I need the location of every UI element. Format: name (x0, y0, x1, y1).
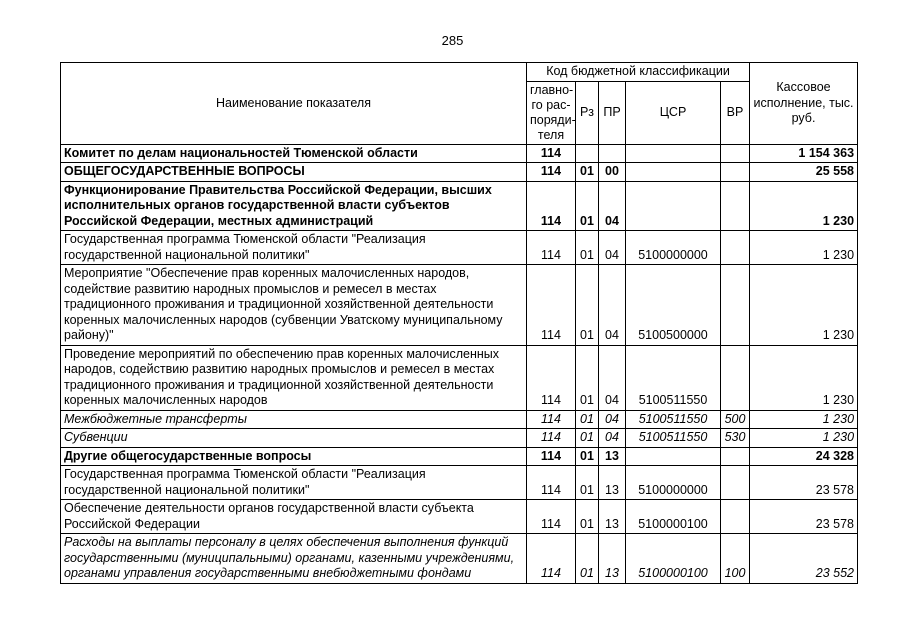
cell-pr: 04 (599, 410, 626, 429)
cell-name: Государственная программа Тюменской области "Реализация государственной национальной политики" (61, 466, 527, 500)
cell-rz: 01 (576, 429, 599, 448)
cell-name: Межбюджетные трансферты (61, 410, 527, 429)
cell-csr: 5100000100 (626, 500, 721, 534)
cell-amount: 1 230 (750, 231, 858, 265)
cell-admin-code: 114 (527, 534, 576, 584)
cell-amount: 1 230 (750, 345, 858, 410)
cell-amount: 1 154 363 (750, 144, 858, 163)
header-csr: ЦСР (626, 81, 721, 144)
cell-amount: 1 230 (750, 410, 858, 429)
cell-amount: 24 328 (750, 447, 858, 466)
table-row (61, 466, 858, 500)
cell-amount: 23 552 (750, 534, 858, 584)
cell-name: Мероприятие "Обеспечение прав коренных малочисленных народов, содействие развитию народных промыслов и ремесел в местах традиционного проживания и традиционной хозяйственной деятельности коренных малочисленных народов (субвенции Уватскому муниципальному району)" (61, 265, 527, 346)
table-row (61, 144, 858, 163)
cell-name: Функционирование Правительства Российской Федерации, высших исполнительных органов государственной власти субъектов Российской Федерации, местных администраций (61, 181, 527, 231)
cell-admin-code: 114 (527, 163, 576, 182)
cell-rz: 01 (576, 466, 599, 500)
cell-vr (721, 466, 750, 500)
page-number: 285 (441, 33, 464, 48)
cell-admin-code: 114 (527, 410, 576, 429)
cell-csr: 5100500000 (626, 265, 721, 346)
header-vr: ВР (721, 81, 750, 144)
table-row (61, 500, 858, 534)
cell-name: Проведение мероприятий по обеспечению прав коренных малочисленных народов, содействию развитию народных промыслов и ремесел в местах традиционного проживания и традиционной хозяйственной деятельности коренных малочисленных народов (61, 345, 527, 410)
header-pr: ПР (599, 81, 626, 144)
cell-rz: 01 (576, 534, 599, 584)
cell-csr (626, 163, 721, 182)
cell-rz: 01 (576, 181, 599, 231)
cell-amount: 23 578 (750, 466, 858, 500)
cell-csr: 5100000000 (626, 466, 721, 500)
cell-amount: 23 578 (750, 500, 858, 534)
cell-vr: 100 (721, 534, 750, 584)
cell-pr: 13 (599, 447, 626, 466)
cell-rz: 01 (576, 265, 599, 346)
cell-pr: 13 (599, 500, 626, 534)
cell-vr (721, 447, 750, 466)
cell-rz: 01 (576, 231, 599, 265)
cell-vr (721, 231, 750, 265)
cell-pr: 04 (599, 265, 626, 346)
header-amount: Кассовое исполнение, тыс. руб. (750, 63, 858, 145)
cell-vr (721, 181, 750, 231)
cell-pr: 04 (599, 231, 626, 265)
table-row (61, 447, 858, 466)
cell-vr: 500 (721, 410, 750, 429)
table-row (61, 534, 858, 584)
cell-admin-code: 114 (527, 429, 576, 448)
cell-csr: 5100000000 (626, 231, 721, 265)
cell-name: Расходы на выплаты персоналу в целях обеспечения выполнения функций государственными (муниципальными) органами, казенными учреждениями, органами управления государственными внебюджетными фондами (61, 534, 527, 584)
cell-pr (599, 144, 626, 163)
cell-pr: 00 (599, 163, 626, 182)
cell-admin-code: 114 (527, 265, 576, 346)
table-row (61, 181, 858, 231)
cell-amount: 1 230 (750, 181, 858, 231)
cell-rz: 01 (576, 447, 599, 466)
cell-pr: 13 (599, 534, 626, 584)
cell-admin-code: 114 (527, 447, 576, 466)
cell-admin-code: 114 (527, 345, 576, 410)
cell-pr: 13 (599, 466, 626, 500)
cell-vr (721, 265, 750, 346)
table-row (61, 265, 858, 346)
cell-name: ОБЩЕГОСУДАРСТВЕННЫЕ ВОПРОСЫ (61, 163, 527, 182)
cell-vr (721, 144, 750, 163)
header-name: Наименование показателя (61, 63, 527, 145)
table-row (61, 410, 858, 429)
cell-csr (626, 181, 721, 231)
table-row (61, 345, 858, 410)
cell-admin-code: 114 (527, 231, 576, 265)
table-row (61, 429, 858, 448)
cell-pr: 04 (599, 181, 626, 231)
cell-csr (626, 447, 721, 466)
header-code-group: Код бюджетной классификации (527, 63, 750, 82)
cell-amount: 1 230 (750, 265, 858, 346)
cell-amount: 1 230 (750, 429, 858, 448)
cell-name: Другие общегосударственные вопросы (61, 447, 527, 466)
cell-pr: 04 (599, 345, 626, 410)
cell-csr: 5100511550 (626, 410, 721, 429)
header-rz: Рз (576, 81, 599, 144)
cell-rz (576, 144, 599, 163)
budget-execution-table (60, 62, 858, 584)
cell-vr (721, 345, 750, 410)
table-body (61, 144, 858, 583)
cell-csr: 5100511550 (626, 345, 721, 410)
header-row-top (61, 63, 858, 82)
cell-csr (626, 144, 721, 163)
table-row (61, 163, 858, 182)
cell-name: Государственная программа Тюменской области "Реализация государственной национальной политики" (61, 231, 527, 265)
cell-csr: 5100511550 (626, 429, 721, 448)
cell-admin-code: 114 (527, 181, 576, 231)
cell-name: Комитет по делам национальностей Тюменской области (61, 144, 527, 163)
table-row (61, 231, 858, 265)
cell-rz: 01 (576, 163, 599, 182)
cell-admin-code: 114 (527, 466, 576, 500)
cell-rz: 01 (576, 410, 599, 429)
cell-csr: 5100000100 (626, 534, 721, 584)
cell-pr: 04 (599, 429, 626, 448)
cell-rz: 01 (576, 345, 599, 410)
cell-amount: 25 558 (750, 163, 858, 182)
cell-rz: 01 (576, 500, 599, 534)
cell-admin-code: 114 (527, 144, 576, 163)
header-admin: главно-го рас-поряди-теля (527, 81, 576, 144)
cell-vr (721, 500, 750, 534)
cell-vr: 530 (721, 429, 750, 448)
cell-admin-code: 114 (527, 500, 576, 534)
cell-vr (721, 163, 750, 182)
cell-name: Обеспечение деятельности органов государственной власти субъекта Российской Федерации (61, 500, 527, 534)
cell-name: Субвенции (61, 429, 527, 448)
